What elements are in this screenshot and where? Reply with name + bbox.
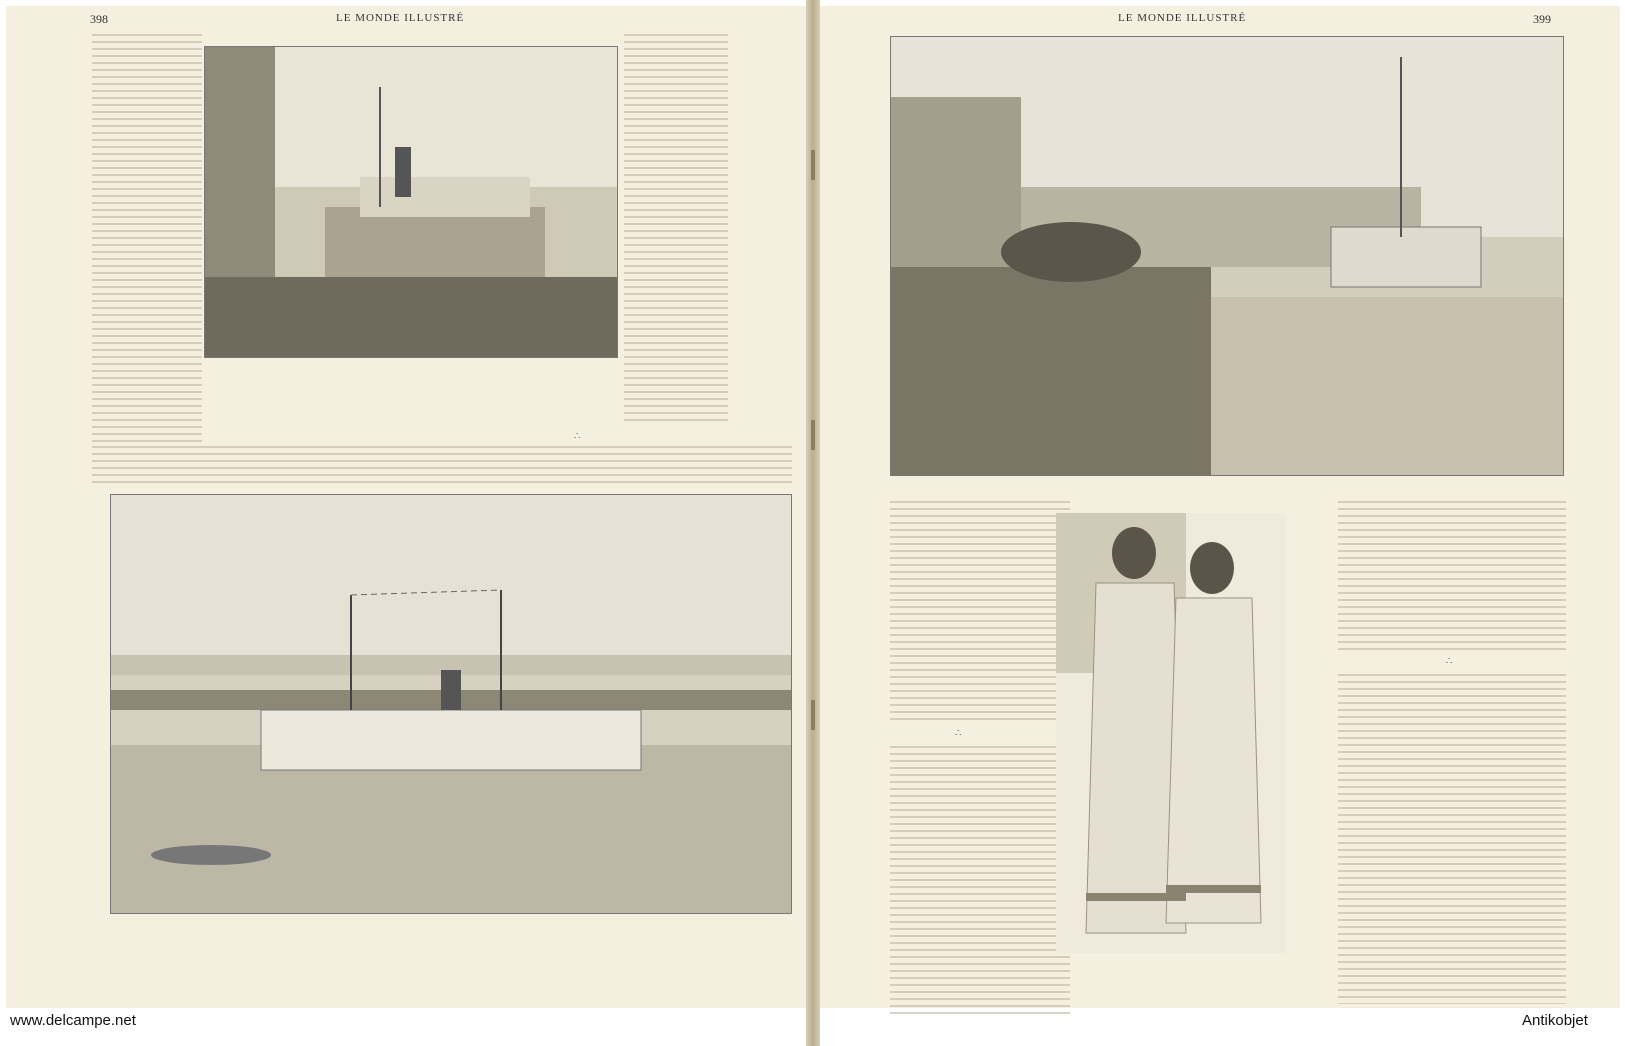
header-title-left: LE MONDE ILLUSTRÉ	[336, 12, 465, 24]
watermark-left: www.delcampe.net	[10, 1012, 136, 1029]
text-column-left-c	[92, 446, 792, 486]
photo-bridge-inauguration	[110, 494, 792, 914]
binding-stitch	[811, 420, 815, 450]
steamer-illustration	[205, 47, 617, 357]
text-column-right-a	[890, 501, 1070, 721]
bridge-illustration	[111, 495, 791, 913]
page-number-left: 398	[90, 12, 108, 26]
section-mark-left: ∴	[574, 431, 581, 442]
section-mark-right-a: ∴	[955, 728, 962, 739]
binding-stitch	[811, 150, 815, 180]
text-column-left-b	[624, 34, 728, 424]
text-column-right-c	[1338, 501, 1566, 651]
watermark-right: Antikobjet	[1522, 1012, 1588, 1029]
women-illustration	[1056, 513, 1286, 953]
section-mark-right-b: ∴	[1446, 656, 1453, 667]
text-column-right-b	[890, 746, 1070, 1016]
photo-saint-louis-quays	[890, 36, 1564, 476]
text-column-left-a	[92, 34, 202, 444]
left-page	[6, 6, 806, 1008]
text-column-right-d	[1338, 674, 1566, 1004]
header-title-right: LE MONDE ILLUSTRÉ	[1118, 12, 1247, 24]
photo-bourgogne-steamer	[204, 46, 618, 358]
photo-two-women	[1056, 513, 1286, 953]
page-number-right: 399	[1533, 12, 1551, 26]
quays-illustration	[891, 37, 1563, 475]
binding-stitch	[811, 700, 815, 730]
right-page	[820, 6, 1620, 1008]
